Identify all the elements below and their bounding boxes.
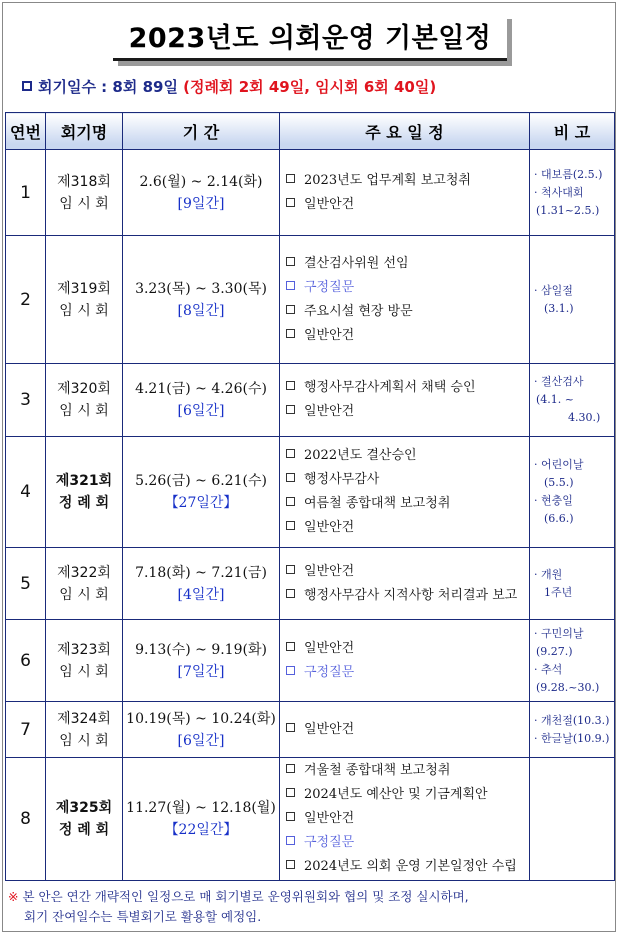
agenda-item-text: 구정질문 (304, 835, 355, 850)
agenda-item (286, 759, 529, 783)
agenda-cell (280, 364, 530, 437)
agenda-cell (280, 437, 530, 548)
session-number: 제325회 (55, 800, 113, 816)
note-line: · 개천절(10.3.) (534, 713, 610, 727)
table-row (6, 758, 615, 881)
summary-label: 회기일수 : (38, 78, 108, 96)
note-line: · 추석 (534, 662, 563, 676)
note-line: · 척사대회 (534, 185, 584, 199)
title-block (0, 14, 620, 61)
note-line: (9.28.~30.) (536, 680, 600, 694)
agenda-item-text: 일반안건 (304, 563, 355, 579)
agenda-cell (280, 548, 530, 620)
page-title: 2023년도 의회운영 기본일정 (113, 14, 508, 61)
period-days: [8일간] (177, 302, 225, 319)
session-period (123, 150, 280, 236)
row-number: 4 (6, 437, 46, 548)
note-line: · 어린이날 (534, 458, 584, 471)
checkbox-square-icon (286, 836, 295, 845)
session-period (123, 758, 280, 881)
note-line: · 한글날(10.9.) (534, 731, 610, 745)
square-bullet-icon (22, 81, 32, 91)
checkbox-square-icon (286, 174, 295, 183)
row-number: 1 (6, 150, 46, 236)
checkbox-square-icon (286, 381, 295, 390)
checkbox-square-icon (286, 198, 295, 207)
checkbox-square-icon (286, 589, 295, 598)
row-number: 6 (6, 620, 46, 702)
row-number: 2 (6, 236, 46, 364)
checkbox-square-icon (286, 666, 295, 675)
session-number: 제318회 (57, 173, 111, 190)
footnote (8, 887, 469, 927)
checkbox-square-icon (286, 473, 295, 482)
agenda-item-text: 2022년도 결산승인 (304, 448, 417, 463)
note-line: · 삼일절 (534, 283, 573, 297)
table-row (6, 702, 615, 758)
agenda-item (286, 855, 529, 879)
agenda-item-text: 일반안건 (304, 640, 355, 656)
row-number: 3 (6, 364, 46, 437)
note-line: (5.5.) (544, 476, 574, 489)
agenda-cell (280, 150, 530, 236)
row-number: 7 (6, 702, 46, 758)
header-notes: 비 고 (530, 113, 615, 150)
agenda-item (286, 584, 529, 608)
period-dates: 7.18(화) ~ 7.21(금) (135, 564, 267, 581)
note-line: (6.6.) (544, 512, 574, 525)
agenda-item (286, 718, 529, 742)
agenda-item (286, 661, 529, 685)
summary-total: 8회 89일 (112, 78, 178, 96)
table-row (6, 236, 615, 364)
agenda-item (286, 516, 529, 540)
session-period (123, 236, 280, 364)
notes-cell (530, 702, 615, 758)
session-type: 임 시 회 (59, 302, 109, 319)
notes-cell (530, 548, 615, 620)
agenda-item (286, 193, 529, 217)
footnote-text-2: 회기 잔여일수는 특별회기로 활용할 예정임. (24, 909, 262, 924)
checkbox-square-icon (286, 764, 295, 773)
agenda-item (286, 807, 529, 831)
session-period (123, 548, 280, 620)
agenda-item (286, 560, 529, 584)
notes-cell (530, 620, 615, 702)
agenda-item (286, 252, 529, 276)
footnote-line-2 (8, 907, 469, 927)
agenda-cell (280, 236, 530, 364)
table-header-row (6, 113, 615, 150)
period-dates: 5.26(금) ~ 6.21(수) (135, 473, 267, 489)
note-line: · 결산검사 (534, 375, 584, 388)
schedule-table (5, 112, 615, 881)
session-type: 임 시 회 (59, 403, 109, 419)
note-line: · 구민의날 (534, 626, 584, 640)
session-type: 임 시 회 (59, 586, 109, 603)
checkbox-square-icon (286, 405, 295, 414)
session-name (46, 620, 123, 702)
header-period: 기 간 (123, 113, 280, 150)
table-row (6, 437, 615, 548)
note-line: (1.31~2.5.) (536, 203, 600, 217)
note-line: 4.30.) (568, 411, 601, 424)
checkbox-square-icon (286, 281, 295, 290)
agenda-item (286, 637, 529, 661)
footnote-mark: ※ (8, 889, 19, 904)
notes-cell (530, 364, 615, 437)
summary-breakdown-regular: (정례회 2회 49일, (183, 78, 316, 96)
session-period (123, 437, 280, 548)
checkbox-square-icon (286, 642, 295, 651)
agenda-item-text: 일반안건 (304, 196, 355, 212)
session-name (46, 437, 123, 548)
agenda-item-text: 결산검사위원 선임 (304, 255, 409, 271)
footnote-text-1: 본 안은 연간 개략적인 일정으로 매 회기별로 운영위원회와 협의 및 조정 실시하며, (22, 889, 469, 904)
agenda-item-text: 일반안건 (304, 811, 355, 826)
notes-cell (530, 150, 615, 236)
period-days: [7일간] (177, 663, 225, 680)
session-type: 임 시 회 (59, 732, 109, 749)
agenda-cell (280, 702, 530, 758)
session-number: 제324회 (57, 710, 111, 727)
agenda-item-text: 일반안건 (304, 721, 355, 737)
period-dates: 11.27(월) ~ 12.18(월) (126, 800, 276, 816)
agenda-item-text: 일반안건 (304, 404, 355, 419)
agenda-item (286, 783, 529, 807)
session-number: 제322회 (57, 564, 111, 581)
session-period (123, 364, 280, 437)
header-session: 회기명 (46, 113, 123, 150)
agenda-item-text: 2023년도 업무계획 보고청취 (304, 172, 471, 188)
agenda-item (286, 169, 529, 193)
note-line: · 대보름(2.5.) (534, 167, 603, 181)
session-type: 임 시 회 (59, 195, 109, 212)
notes-cell (530, 758, 615, 881)
period-dates: 10.19(목) ~ 10.24(화) (126, 710, 276, 727)
note-line: (9.27.) (536, 644, 573, 658)
summary-breakdown-extra: 임시회 6회 40일) (315, 78, 437, 96)
agenda-item-text: 행정사무감사 (304, 472, 380, 487)
session-number: 제321회 (55, 473, 113, 489)
session-period (123, 702, 280, 758)
row-number: 8 (6, 758, 46, 881)
session-summary (22, 76, 436, 97)
agenda-item-text: 구정질문 (304, 664, 355, 680)
agenda-item (286, 324, 529, 348)
checkbox-square-icon (286, 860, 295, 869)
table-row (6, 620, 615, 702)
session-name (46, 758, 123, 881)
session-type: 정 례 회 (58, 822, 110, 838)
row-number: 5 (6, 548, 46, 620)
checkbox-square-icon (286, 449, 295, 458)
note-line: (3.1.) (544, 301, 574, 315)
notes-cell (530, 236, 615, 364)
agenda-item-text: 겨울철 종합대책 보고청취 (304, 763, 451, 778)
period-dates: 9.13(수) ~ 9.19(화) (135, 641, 267, 658)
agenda-item-text: 2024년도 예산안 및 기금계획안 (304, 787, 488, 802)
session-number: 제323회 (57, 641, 111, 658)
table-row (6, 150, 615, 236)
agenda-item (286, 400, 529, 424)
header-items: 주 요 일 정 (280, 113, 530, 150)
agenda-item-text: 구정질문 (304, 279, 355, 295)
checkbox-square-icon (286, 329, 295, 338)
table-row (6, 548, 615, 620)
footnote-line-1 (8, 887, 469, 907)
period-dates: 2.6(월) ~ 2.14(화) (139, 173, 263, 190)
period-days: [6일간] (177, 403, 225, 419)
session-name (46, 548, 123, 620)
period-days: [4일간] (177, 586, 225, 603)
agenda-cell (280, 758, 530, 881)
session-period (123, 620, 280, 702)
agenda-item-text: 일반안건 (304, 520, 355, 535)
checkbox-square-icon (286, 723, 295, 732)
agenda-item (286, 492, 529, 516)
period-days: 【27일간】 (164, 495, 238, 511)
session-name (46, 364, 123, 437)
agenda-cell (280, 620, 530, 702)
note-line: · 현충일 (534, 494, 573, 507)
agenda-item (286, 376, 529, 400)
period-days: 【22일간】 (164, 822, 238, 838)
session-number: 제320회 (57, 381, 111, 397)
period-dates: 3.23(목) ~ 3.30(목) (135, 280, 267, 297)
agenda-item (286, 444, 529, 468)
notes-cell (530, 437, 615, 548)
period-dates: 4.21(금) ~ 4.26(수) (135, 381, 267, 397)
session-name (46, 236, 123, 364)
agenda-item-text: 2024년도 의회 운영 기본일정안 수립 (304, 859, 517, 874)
period-days: [6일간] (177, 732, 225, 749)
agenda-item (286, 831, 529, 855)
agenda-item (286, 468, 529, 492)
note-line: (4.1. ~ (536, 393, 574, 406)
note-line: · 개원 (534, 567, 563, 581)
note-line: 1주년 (544, 585, 573, 599)
period-days: [9일간] (177, 195, 225, 212)
checkbox-square-icon (286, 497, 295, 506)
checkbox-square-icon (286, 788, 295, 797)
table-row (6, 364, 615, 437)
checkbox-square-icon (286, 521, 295, 530)
checkbox-square-icon (286, 257, 295, 266)
checkbox-square-icon (286, 812, 295, 821)
agenda-item-text: 일반안건 (304, 327, 355, 343)
session-type: 임 시 회 (59, 663, 109, 680)
agenda-item-text: 행정사무감사 지적사항 처리결과 보고 (304, 587, 518, 603)
agenda-item-text: 주요시설 현장 방문 (304, 303, 413, 319)
checkbox-square-icon (286, 305, 295, 314)
session-name (46, 702, 123, 758)
checkbox-square-icon (286, 565, 295, 574)
header-no: 연번 (6, 113, 46, 150)
agenda-item-text: 여름철 종합대책 보고청취 (304, 496, 451, 511)
agenda-item-text: 행정사무감사계획서 채택 승인 (304, 380, 476, 395)
agenda-item (286, 300, 529, 324)
session-number: 제319회 (57, 280, 111, 297)
session-name (46, 150, 123, 236)
agenda-item (286, 276, 529, 300)
session-type: 정 례 회 (58, 495, 110, 511)
